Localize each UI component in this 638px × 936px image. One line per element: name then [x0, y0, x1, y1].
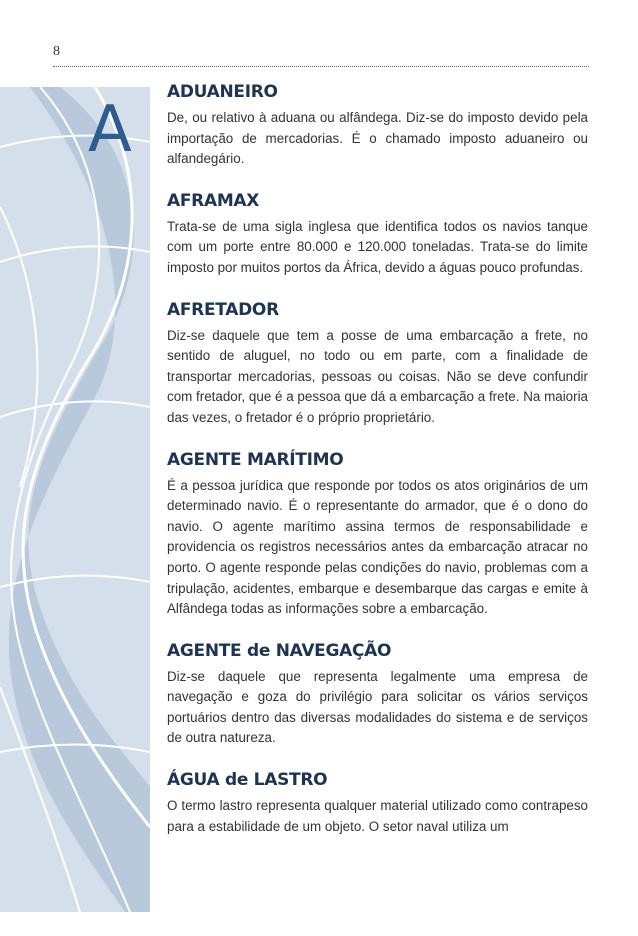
entry-aframax [167, 189, 588, 279]
entry-term: AFRETADOR [167, 299, 279, 320]
entry-definition: É a pessoa jurídica que responde por todos os atos originários de um determinado navio. É o representante do armador, que é o dono do navio. O agente marítimo assina termos de responsabilidade e providencia os registros necessários antes da embarcação atracar no porto. O agente responde pelas condições do navio, problemas com a tripulação, acidentes, embarque e desembarque das cargas e emite à Alfândega todas as informações sobre a embarcação. [167, 477, 588, 617]
entry-term: AGENTE MARÍTIMO [167, 449, 344, 470]
entry-definition: O termo lastro representa qualquer material utilizado como contrapeso para a estabilidade de um objeto. O setor naval utiliza um [167, 798, 588, 834]
entry-aduaneiro [167, 80, 588, 170]
section-letter: A [88, 93, 131, 167]
entry-definition: Diz-se daquele que representa legalmente uma empresa de navegação e goza do privilégio para solicitar os vários serviços portuários dentro das diversas modalidades do sistema e de serviços de outra natureza. [167, 668, 588, 746]
entry-definition: Diz-se daquele que tem a posse de uma embarcação a frete, no sentido de aluguel, no todo ou em parte, com a finalidade de transportar mercadorias, pessoas ou coisas. Não se deve confundir com fretador, que é a pessoa que dá a embarcação a frete. Na maioria das vezes, o fretador é o próprio proprietário. [167, 327, 588, 425]
decorative-side-panel [0, 87, 150, 912]
entry-term: AGENTE de NAVEGAÇÃO [167, 640, 392, 661]
entry-agua-de-lastro [167, 768, 588, 837]
entry-term: AFRAMAX [167, 190, 260, 211]
entry-agente-maritimo [167, 448, 588, 620]
glossary-content [167, 80, 588, 856]
entry-term: ÁGUA de LASTRO [167, 770, 328, 791]
entry-definition: De, ou relativo à aduana ou alfândega. Diz-se do imposto devido pela importação de mercadorias. É o chamado imposto aduaneiro ou alfandegário. [167, 110, 588, 167]
entry-definition: Trata-se de uma sigla inglesa que identifica todos os navios tanque com um porte entre 80.000 e 120.000 toneladas. Trata-se do limite imposto por muitos portos da África, devido a águas pouco profundas. [167, 218, 588, 275]
globe-swoosh-graphic [0, 87, 150, 912]
page-number: 8 [53, 44, 60, 59]
header-dotted-rule [53, 66, 589, 67]
entry-term: ADUANEIRO [167, 82, 278, 102]
entry-afretador [167, 298, 588, 429]
entry-agente-de-navegacao [167, 639, 588, 749]
